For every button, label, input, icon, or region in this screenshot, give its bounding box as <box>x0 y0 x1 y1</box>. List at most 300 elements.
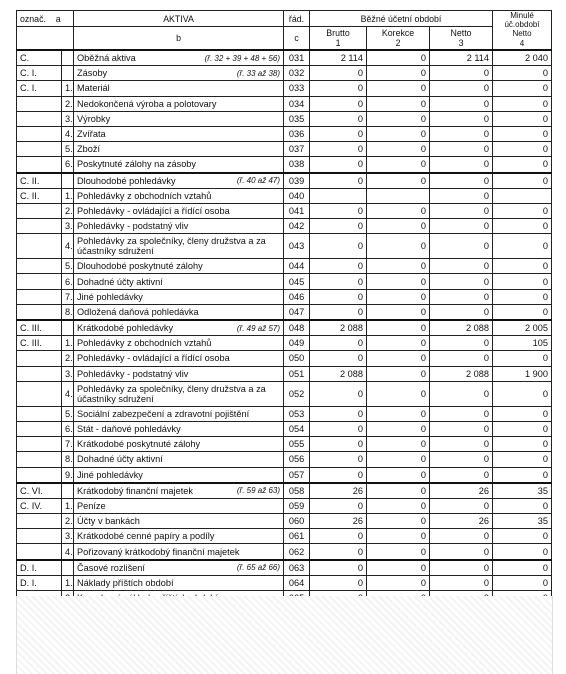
table-row <box>17 421 552 436</box>
row-brutto: 0 <box>310 81 367 96</box>
row-label-cell <box>74 452 284 467</box>
row-label-cell <box>74 142 284 157</box>
row-line-number: 053 <box>284 406 310 421</box>
table-row <box>17 142 552 157</box>
table-row <box>17 336 552 351</box>
row-korekce: 0 <box>367 203 430 218</box>
row-formula: (ř. 32 + 39 + 48 + 56) <box>204 53 281 63</box>
assets-table <box>16 10 552 637</box>
row-brutto: 2 088 <box>310 320 367 336</box>
row-netto: 0 <box>430 234 493 259</box>
row-label: Oběžná aktiva <box>77 53 136 64</box>
prev-period-header: Minulé úč.období Netto 4 <box>493 11 552 51</box>
row-brutto: 0 <box>310 274 367 289</box>
row-netto: 2 088 <box>430 366 493 381</box>
row-label-cell <box>74 366 284 381</box>
row-item-number: 7. <box>62 437 74 452</box>
row-section-code <box>17 514 62 529</box>
table-row <box>17 50 552 66</box>
row-line-number: 062 <box>284 544 310 560</box>
table-row <box>17 381 552 406</box>
row-label: Jiné pohledávky <box>77 291 143 302</box>
table-row <box>17 467 552 483</box>
row-item-number: 5. <box>62 259 74 274</box>
row-formula: (ř. 49 až 57) <box>236 323 281 333</box>
balance-sheet <box>16 10 551 637</box>
row-brutto: 2 088 <box>310 366 367 381</box>
row-korekce: 0 <box>367 483 430 499</box>
row-korekce: 0 <box>367 467 430 483</box>
assets-rows <box>17 50 552 621</box>
table-row <box>17 437 552 452</box>
row-label-cell <box>74 203 284 218</box>
row-netto: 0 <box>430 452 493 467</box>
row-netto: 0 <box>430 289 493 304</box>
row-prev-netto: 105 <box>493 336 552 351</box>
row-prev-netto: 0 <box>493 111 552 126</box>
row-section-code <box>17 142 62 157</box>
row-netto: 0 <box>430 336 493 351</box>
row-korekce: 0 <box>367 274 430 289</box>
row-prev-netto: 0 <box>493 406 552 421</box>
row-line-number: 044 <box>284 259 310 274</box>
table-row <box>17 544 552 560</box>
row-prev-netto: 0 <box>493 304 552 320</box>
row-label-cell <box>74 304 284 320</box>
row-label: Zásoby <box>77 68 108 79</box>
row-korekce: 0 <box>367 366 430 381</box>
row-item-number: 2. <box>62 96 74 111</box>
row-prev-netto: 2 005 <box>493 320 552 336</box>
row-korekce: 0 <box>367 514 430 529</box>
row-item-number: 1. <box>62 575 74 590</box>
row-label: Nedokončená výroba a polotovary <box>77 98 217 109</box>
row-brutto: 0 <box>310 467 367 483</box>
row-korekce: 0 <box>367 421 430 436</box>
table-row <box>17 320 552 336</box>
row-netto: 0 <box>430 529 493 544</box>
brutto-header: Brutto 1 <box>310 27 367 50</box>
table-row <box>17 66 552 81</box>
row-netto: 0 <box>430 219 493 234</box>
row-korekce: 0 <box>367 111 430 126</box>
row-label-cell <box>74 351 284 366</box>
row-section-code <box>17 406 62 421</box>
row-line-number: 032 <box>284 66 310 81</box>
row-label: Dohadné účty aktivní <box>77 454 163 465</box>
row-netto: 0 <box>430 304 493 320</box>
row-prev-netto: 0 <box>493 96 552 111</box>
row-item-number: 3. <box>62 219 74 234</box>
row-korekce: 0 <box>367 544 430 560</box>
row-line-number: 045 <box>284 274 310 289</box>
row-label-cell <box>74 437 284 452</box>
row-brutto: 0 <box>310 173 367 189</box>
row-prev-netto: 1 900 <box>493 366 552 381</box>
row-label: Pohledávky - podstatný vliv <box>77 221 189 232</box>
row-prev-netto: 0 <box>493 421 552 436</box>
row-label-cell <box>74 560 284 576</box>
table-row <box>17 111 552 126</box>
row-line-number: 048 <box>284 320 310 336</box>
row-label-cell <box>74 575 284 590</box>
row-netto: 0 <box>430 274 493 289</box>
row-item-number: 6. <box>62 157 74 173</box>
row-korekce: 0 <box>367 66 430 81</box>
row-korekce: 0 <box>367 498 430 513</box>
table-row <box>17 483 552 499</box>
row-korekce: 0 <box>367 50 430 66</box>
row-label: Poskytnuté zálohy na zásoby <box>77 159 197 170</box>
table-row <box>17 498 552 513</box>
row-brutto: 0 <box>310 234 367 259</box>
row-section-code <box>17 381 62 406</box>
row-label-cell <box>74 219 284 234</box>
row-formula: (ř. 33 až 38) <box>236 68 281 78</box>
row-prev-netto: 0 <box>493 142 552 157</box>
row-section-code: C. I. <box>17 66 62 81</box>
row-netto: 0 <box>430 142 493 157</box>
row-brutto: 0 <box>310 111 367 126</box>
row-netto: 26 <box>430 514 493 529</box>
row-prev-netto: 0 <box>493 259 552 274</box>
table-row <box>17 96 552 111</box>
row-brutto: 0 <box>310 437 367 452</box>
row-formula: (ř. 40 až 47) <box>236 176 281 186</box>
row-section-code <box>17 203 62 218</box>
row-korekce: 0 <box>367 219 430 234</box>
row-section-code <box>17 157 62 173</box>
row-item-number: 1. <box>62 498 74 513</box>
row-korekce: 0 <box>367 81 430 96</box>
row-section-code <box>17 304 62 320</box>
row-section-code: C. II. <box>17 188 62 203</box>
row-prev-netto: 0 <box>493 351 552 366</box>
row-brutto: 0 <box>310 126 367 141</box>
row-korekce: 0 <box>367 259 430 274</box>
row-korekce: 0 <box>367 437 430 452</box>
row-label: Dlouhodobé poskytnuté zálohy <box>77 261 203 272</box>
row-section-code: C. VI. <box>17 483 62 499</box>
row-prev-netto: 0 <box>493 467 552 483</box>
netto-header: Netto 3 <box>430 27 493 50</box>
row-netto: 0 <box>430 560 493 576</box>
row-prev-netto: 0 <box>493 203 552 218</box>
row-prev-netto: 35 <box>493 514 552 529</box>
row-brutto: 26 <box>310 483 367 499</box>
row-netto: 0 <box>430 126 493 141</box>
row-section-code <box>17 421 62 436</box>
row-korekce: 0 <box>367 320 430 336</box>
row-korekce: 0 <box>367 304 430 320</box>
row-line-number: 042 <box>284 219 310 234</box>
table-row <box>17 560 552 576</box>
row-section-code: C. II. <box>17 173 62 189</box>
table-row <box>17 234 552 259</box>
row-prev-netto: 0 <box>493 126 552 141</box>
row-section-code: C. III. <box>17 320 62 336</box>
row-brutto: 0 <box>310 336 367 351</box>
table-row <box>17 173 552 189</box>
row-netto: 0 <box>430 81 493 96</box>
row-brutto: 0 <box>310 259 367 274</box>
row-line-number: 058 <box>284 483 310 499</box>
row-item-number <box>62 560 74 576</box>
row-label-cell <box>74 274 284 289</box>
row-item-number: 8. <box>62 452 74 467</box>
row-formula: (ř. 59 až 63) <box>236 486 281 496</box>
row-netto: 0 <box>430 173 493 189</box>
row-brutto: 26 <box>310 514 367 529</box>
row-brutto: 0 <box>310 351 367 366</box>
row-label-cell <box>74 259 284 274</box>
row-item-number <box>62 173 74 189</box>
row-brutto: 0 <box>310 421 367 436</box>
row-brutto <box>310 188 367 203</box>
row-label: Dlouhodobé pohledávky <box>77 175 176 186</box>
row-prev-netto: 0 <box>493 81 552 96</box>
table-row <box>17 529 552 544</box>
row-prev-netto: 35 <box>493 483 552 499</box>
row-netto: 0 <box>430 467 493 483</box>
row-prev-netto: 0 <box>493 544 552 560</box>
row-prev-netto: 0 <box>493 381 552 406</box>
row-label: Účty v bankách <box>77 516 140 527</box>
row-prev-netto: 0 <box>493 452 552 467</box>
row-korekce: 0 <box>367 452 430 467</box>
row-brutto: 2 114 <box>310 50 367 66</box>
row-label: Pohledávky - podstatný vliv <box>77 368 189 379</box>
table-row <box>17 157 552 173</box>
current-period-header: Běžné účetní období <box>310 11 493 27</box>
row-item-number: 1. <box>62 188 74 203</box>
row-netto: 26 <box>430 483 493 499</box>
row-brutto: 0 <box>310 452 367 467</box>
row-prev-netto <box>493 188 552 203</box>
row-item-number: 5. <box>62 142 74 157</box>
row-line-number: 059 <box>284 498 310 513</box>
row-item-number: 2. <box>62 351 74 366</box>
row-brutto: 0 <box>310 304 367 320</box>
table-row <box>17 575 552 590</box>
row-label-cell <box>74 514 284 529</box>
row-line-number: 035 <box>284 111 310 126</box>
row-brutto: 0 <box>310 96 367 111</box>
row-label: Zboží <box>77 144 100 155</box>
row-label-cell <box>74 66 284 81</box>
row-line-number: 033 <box>284 81 310 96</box>
row-section-code: C. IV. <box>17 498 62 513</box>
row-line-number: 047 <box>284 304 310 320</box>
row-netto: 0 <box>430 203 493 218</box>
table-row <box>17 406 552 421</box>
row-korekce: 0 <box>367 529 430 544</box>
row-label-cell <box>74 421 284 436</box>
row-section-code <box>17 234 62 259</box>
row-brutto: 0 <box>310 560 367 576</box>
row-netto: 0 <box>430 437 493 452</box>
row-netto: 2 114 <box>430 50 493 66</box>
row-label-cell <box>74 336 284 351</box>
row-label: Časové rozlišení <box>77 562 145 573</box>
row-item-number: 2. <box>62 203 74 218</box>
col-b-header: AKTIVA <box>74 11 284 27</box>
row-section-code <box>17 467 62 483</box>
table-row <box>17 304 552 320</box>
row-label-cell <box>74 381 284 406</box>
row-netto: 0 <box>430 351 493 366</box>
row-label: Krátkodobé poskytnuté zálohy <box>77 439 201 450</box>
row-prev-netto: 0 <box>493 173 552 189</box>
row-item-number: 3. <box>62 111 74 126</box>
row-netto: 0 <box>430 66 493 81</box>
row-section-code <box>17 529 62 544</box>
header-row-2 <box>17 27 552 50</box>
row-label: Pořizovaný krátkodobý finanční majetek <box>77 546 240 557</box>
row-line-number: 039 <box>284 173 310 189</box>
row-korekce: 0 <box>367 157 430 173</box>
row-line-number: 034 <box>284 96 310 111</box>
row-netto: 0 <box>430 544 493 560</box>
row-label-cell <box>74 483 284 499</box>
row-line-number: 050 <box>284 351 310 366</box>
table-row <box>17 203 552 218</box>
row-line-number: 060 <box>284 514 310 529</box>
row-section-code: D. I. <box>17 560 62 576</box>
row-section-code <box>17 289 62 304</box>
korekce-header: Korekce 2 <box>367 27 430 50</box>
row-label-cell <box>74 173 284 189</box>
row-item-number: 3. <box>62 366 74 381</box>
row-section-code <box>17 126 62 141</box>
table-row <box>17 366 552 381</box>
row-line-number: 051 <box>284 366 310 381</box>
col-c-header: řád. <box>284 11 310 27</box>
row-label: Pohledávky z obchodních vztahů <box>77 338 212 349</box>
row-section-code <box>17 96 62 111</box>
row-prev-netto: 0 <box>493 289 552 304</box>
row-line-number: 031 <box>284 50 310 66</box>
row-label: Jiné pohledávky <box>77 469 143 480</box>
row-label-cell <box>74 467 284 483</box>
row-section-code <box>17 351 62 366</box>
row-item-number: 4. <box>62 381 74 406</box>
row-brutto: 0 <box>310 142 367 157</box>
row-korekce: 0 <box>367 142 430 157</box>
row-section-code: C. III. <box>17 336 62 351</box>
row-item-number: 9. <box>62 467 74 483</box>
row-line-number: 061 <box>284 529 310 544</box>
row-prev-netto: 0 <box>493 529 552 544</box>
row-label: Stát - daňové pohledávky <box>77 424 181 435</box>
row-label: Odložená daňová pohledávka <box>77 306 199 317</box>
row-item-number: 1. <box>62 336 74 351</box>
row-formula: (ř. 65 až 66) <box>236 563 281 573</box>
row-item-number: 2. <box>62 514 74 529</box>
row-prev-netto: 0 <box>493 575 552 590</box>
row-brutto: 0 <box>310 544 367 560</box>
row-korekce: 0 <box>367 289 430 304</box>
col-a-header: označ. a <box>17 11 74 27</box>
row-item-number: 8. <box>62 304 74 320</box>
row-item-number <box>62 320 74 336</box>
row-item-number: 4. <box>62 126 74 141</box>
row-section-code <box>17 437 62 452</box>
row-line-number: 037 <box>284 142 310 157</box>
row-line-number: 043 <box>284 234 310 259</box>
row-item-number: 6. <box>62 274 74 289</box>
row-section-code: D. I. <box>17 575 62 590</box>
row-item-number <box>62 483 74 499</box>
row-label: Krátkodobý finanční majetek <box>77 485 193 496</box>
row-prev-netto: 0 <box>493 274 552 289</box>
row-section-code: C. <box>17 50 62 66</box>
row-korekce: 0 <box>367 560 430 576</box>
row-brutto: 0 <box>310 219 367 234</box>
table-row <box>17 81 552 96</box>
row-section-code: C. I. <box>17 81 62 96</box>
row-label: Materiál <box>77 83 110 94</box>
row-label: Pohledávky z obchodních vztahů <box>77 190 212 201</box>
row-line-number: 046 <box>284 289 310 304</box>
row-section-code <box>17 111 62 126</box>
row-prev-netto: 0 <box>493 157 552 173</box>
row-line-number: 064 <box>284 575 310 590</box>
row-label-cell <box>74 126 284 141</box>
table-row <box>17 126 552 141</box>
row-netto: 0 <box>430 111 493 126</box>
row-line-number: 063 <box>284 560 310 576</box>
row-line-number: 038 <box>284 157 310 173</box>
row-section-code <box>17 544 62 560</box>
row-netto: 0 <box>430 157 493 173</box>
row-item-number: 3. <box>62 529 74 544</box>
table-row <box>17 351 552 366</box>
row-label: Zvířata <box>77 129 106 140</box>
row-section-code <box>17 452 62 467</box>
row-netto: 0 <box>430 575 493 590</box>
blank-lower-area <box>16 596 553 674</box>
row-korekce: 0 <box>367 575 430 590</box>
row-brutto: 0 <box>310 157 367 173</box>
row-line-number: 049 <box>284 336 310 351</box>
row-line-number: 056 <box>284 452 310 467</box>
row-line-number: 054 <box>284 421 310 436</box>
row-label-cell <box>74 406 284 421</box>
row-netto: 0 <box>430 96 493 111</box>
row-korekce <box>367 188 430 203</box>
row-label-cell <box>74 157 284 173</box>
row-section-code <box>17 274 62 289</box>
row-prev-netto: 0 <box>493 219 552 234</box>
row-netto: 0 <box>430 381 493 406</box>
header-row-1 <box>17 11 552 27</box>
row-label-cell <box>74 529 284 544</box>
row-prev-netto: 0 <box>493 560 552 576</box>
row-prev-netto: 0 <box>493 437 552 452</box>
row-item-number <box>62 66 74 81</box>
row-netto: 0 <box>430 498 493 513</box>
row-label-cell <box>74 188 284 203</box>
row-line-number: 040 <box>284 188 310 203</box>
table-row <box>17 289 552 304</box>
row-line-number: 036 <box>284 126 310 141</box>
row-brutto: 0 <box>310 575 367 590</box>
row-brutto: 0 <box>310 498 367 513</box>
row-prev-netto: 0 <box>493 66 552 81</box>
row-item-number: 6. <box>62 421 74 436</box>
row-section-code <box>17 259 62 274</box>
